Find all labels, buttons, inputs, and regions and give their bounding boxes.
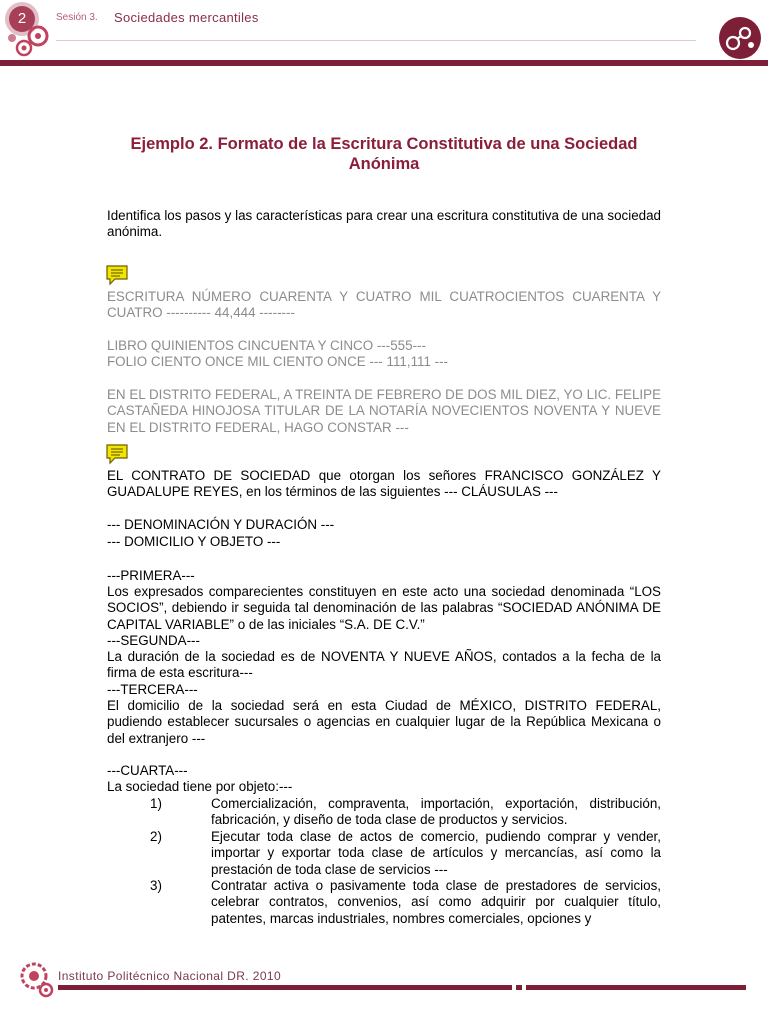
clause-primera: Los expresados comparecientes constituyen en este acto una sociedad denominada “LOS SOCIOS”, debiendo ir seguida tal denominación de las palabras “SOCIEDAD ANÓNIMA DE CAPITAL VARIABLE” o de las iniciales “S.A. DE C.V.”: [107, 584, 661, 632]
document-title: Ejemplo 2. Formato de la Escritura Constitutiva de una Sociedad Anónima: [130, 135, 638, 173]
list-item-text: Contratar activa o pasivamente toda clase de prestadores de servicios, celebrar contratos, convenios, así como adquirir por cualquier título, patentes, marcas industriales, nombres comerciales, opciones y: [211, 878, 661, 926]
header-divider: [56, 40, 696, 41]
comment-icon[interactable]: [105, 264, 129, 286]
footer-bar: [58, 985, 512, 990]
clause-segunda: La duración de la sociedad es de NOVENTA Y NUEVE AÑOS, contados a la fecha de la firma de esta escritura---: [107, 649, 661, 681]
contract-paragraph: EL CONTRATO DE SOCIEDAD que otorgan los señores FRANCISCO GONZÁLEZ Y GUADALUPE REYES, en los términos de las siguientes --- CLÁUSULAS ---: [107, 468, 661, 500]
folio-line: FOLIO CIENTO ONCE MIL CIENTO ONCE --- 111,111 ---: [107, 354, 449, 369]
list-item-number: 3): [150, 878, 162, 893]
header-bar: [0, 60, 768, 66]
clause-label-primera: ---PRIMERA---: [107, 568, 195, 583]
list-item-text: Ejecutar toda clase de actos de comercio, pudiendo comprar y vender, importar y exportar toda clase de artículos y mercancías, así como la prestación de toda clase de servicios ---: [211, 829, 661, 877]
clause-label-segunda: ---SEGUNDA---: [107, 633, 200, 648]
molecule-logo-icon: [718, 16, 762, 60]
clause-tercera: El domicilio de la sociedad será en esta Ciudad de MÉXICO, DISTRITO FEDERAL, pudiendo establecer sucursales o agencias en cualquier lugar de la República Mexicana o del extranjero ---: [107, 698, 661, 746]
session-label: Sesión 3.: [56, 12, 98, 23]
clause-cuarta: La sociedad tiene por objeto:---: [107, 779, 293, 794]
session-title: Sociedades mercantiles: [114, 10, 259, 25]
notary-paragraph: EN EL DISTRITO FEDERAL, A TREINTA DE FEBRERO DE DOS MIL DIEZ, YO LIC. FELIPE CASTAÑEDA HINOJOSA TITULAR DE LA NOTARÍA NOVECIENTOS NOVENTA Y NUEVE EN EL DISTRITO FEDERAL, HAGO CONSTAR ---: [107, 387, 661, 435]
footer-institution: Instituto Politécnico Nacional DR. 2010: [58, 969, 282, 983]
intro-paragraph: Identifica los pasos y las características para crear una escritura constitutiva de una sociedad anónima.: [107, 208, 661, 240]
clause-label-cuarta: ---CUARTA---: [107, 763, 188, 778]
libro-line: LIBRO QUINIENTOS CINCUENTA Y CINCO ---555---: [107, 338, 426, 353]
list-item-number: 1): [150, 796, 162, 811]
page-header: [0, 0, 768, 68]
comment-icon[interactable]: [105, 443, 129, 465]
escritura-number-paragraph: ESCRITURA NÚMERO CUARENTA Y CUATRO MIL CUATROCIENTOS CUARENTA Y CUATRO ---------- 44,444 --------: [107, 289, 661, 321]
clause-label-tercera: ---TERCERA---: [107, 682, 198, 697]
clause-heading: --- DENOMINACIÓN Y DURACIÓN ---: [107, 517, 335, 532]
list-item-number: 2): [150, 829, 162, 844]
gear-logo-icon: [16, 960, 56, 1000]
list-item-text: Comercialización, compraventa, importación, exportación, distribución, fabricación, y diseño de toda clase de productos y servicios.: [211, 796, 661, 828]
clause-heading: --- DOMICILIO Y OBJETO ---: [107, 534, 281, 549]
session-number-badge: 2: [9, 6, 35, 32]
footer-bar-gap: [516, 985, 522, 990]
footer-bar: [526, 985, 746, 990]
